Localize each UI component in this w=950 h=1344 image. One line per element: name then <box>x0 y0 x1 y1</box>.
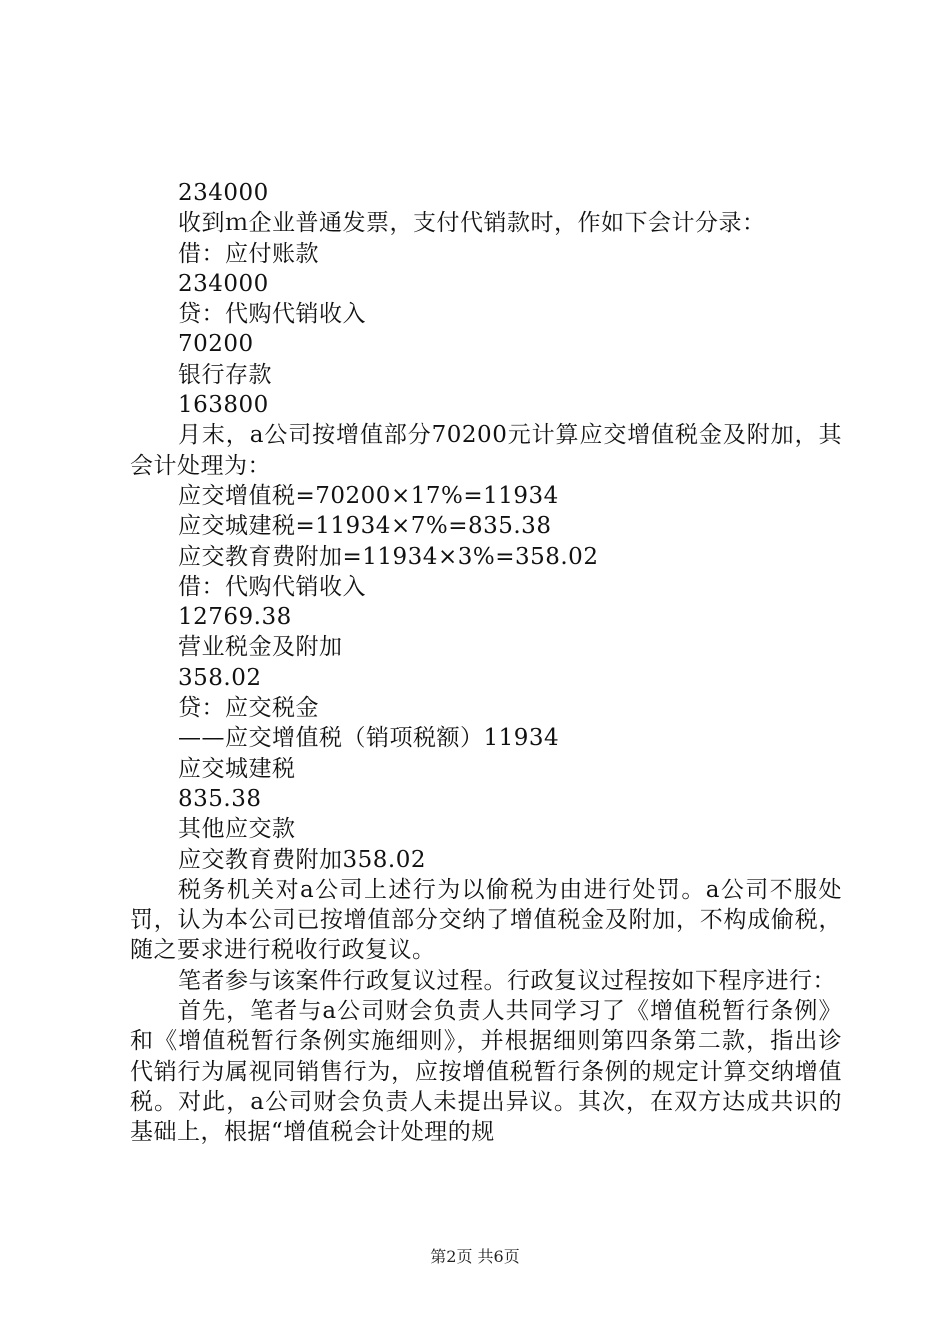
text-line: 借：应付账款 <box>178 240 319 267</box>
text-line: 借：代购代销收入 <box>178 573 366 600</box>
text-line: 银行存款 <box>178 361 272 388</box>
text-line: 234000 <box>178 270 269 297</box>
paragraph-first: 首先，笔者与a公司财会负责人共同学习了《增值税暂行条例》和《增值税暂行条例实施细则》，并根据细则第四条第二款，指出诊代销行为属视同销售行为，应按增值税暂行条例的规定计算交纳增值税。对此，a公司财会负责人未提出异议。其次，在双方达成共识的基础上，根据“增值税会计处理的规 <box>130 998 842 1146</box>
text-line: 收到ｍ企业普通发票，支付代销款时，作如下会计分录： <box>178 210 766 237</box>
text-line: 应交教育费附加=11934×3%=358.02 <box>178 543 599 570</box>
journal-entries-top <box>130 178 842 420</box>
text-line: 应交教育费附加358.02 <box>178 846 426 873</box>
text-line: 358.02 <box>178 664 262 691</box>
text-line: 贷：代购代销收入 <box>178 301 366 328</box>
paragraph-author: 笔者参与该案件行政复议过程。行政复议过程按如下程序进行： <box>178 967 836 994</box>
journal-entries-mid <box>130 481 842 875</box>
text-line: 应交城建税 <box>178 755 296 782</box>
text-line: 应交城建税=11934×7%=835.38 <box>178 513 552 540</box>
text-line: 其他应交款 <box>178 816 296 843</box>
text-line: 贷：应交税金 <box>178 695 319 722</box>
document-body <box>130 178 842 1148</box>
paragraph-month-end: 月末，a公司按增值部分70200元计算应交增值税金及附加，其会计处理为： <box>130 422 842 479</box>
text-line: 163800 <box>178 392 269 419</box>
paragraph-penalty: 税务机关对a公司上述行为以偷税为由进行处罚。a公司不服处罚，认为本公司已按增值部分交纳了增值税金及附加，不构成偷税，随之要求进行税收行政复议。 <box>130 876 842 964</box>
text-line: 835.38 <box>178 785 262 812</box>
text-line: 营业税金及附加 <box>178 634 343 661</box>
page-footer: 第2页 共6页 <box>430 1247 520 1266</box>
text-line: 12769.38 <box>178 604 292 631</box>
text-line: ——应交增值税（销项税额）11934 <box>178 725 560 752</box>
text-line: 应交增值税=70200×17%=11934 <box>178 482 559 509</box>
text-line: 70200 <box>178 331 254 358</box>
text-line: 234000 <box>178 180 269 206</box>
